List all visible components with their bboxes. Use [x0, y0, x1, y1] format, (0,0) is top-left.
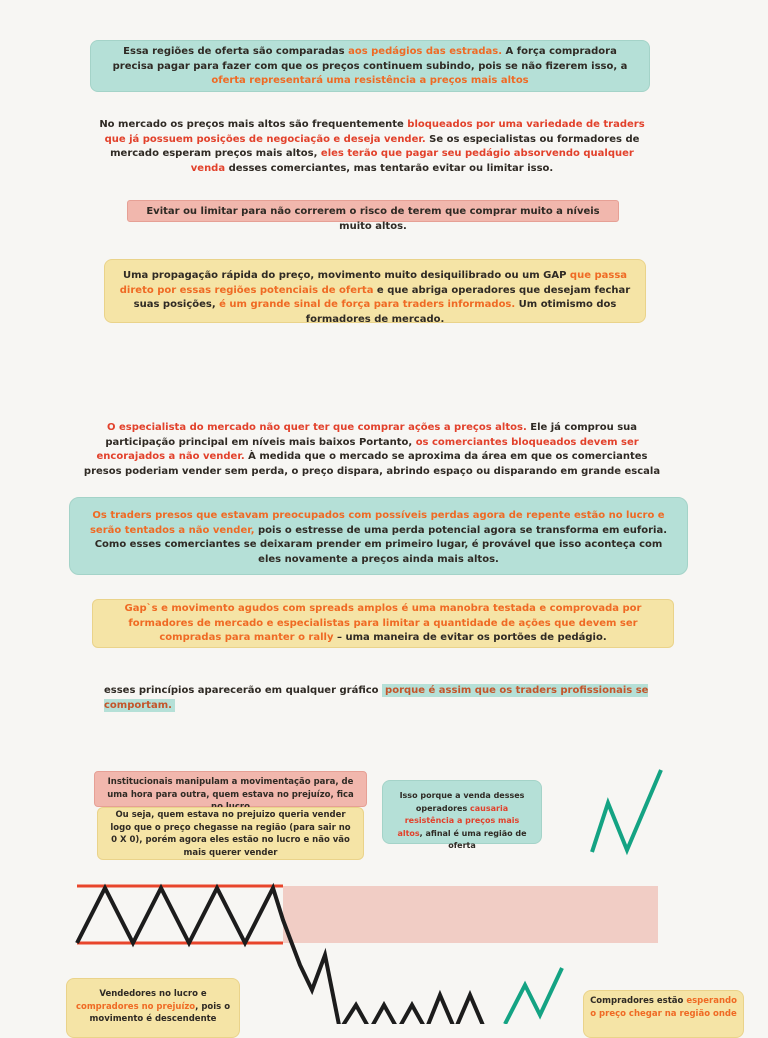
- text: , pois o movimento é descendente: [89, 1001, 231, 1024]
- highlight: Os traders presos que estavam preocupados com possíveis perdas agora de repente estão no lucro e serão tentados a não vender,: [89, 510, 665, 536]
- text: Compradores estão: [590, 996, 687, 1006]
- text: Um otimismo dos formadores de mercado.: [305, 299, 617, 325]
- highlight: causaria resistência a preços mais altos: [397, 803, 520, 838]
- highlight: compradores no prejuízo: [75, 1001, 196, 1012]
- text: Institucionais manipulam a movimentação para, de uma hora para outra, quem estava no prejuízo, fica: [107, 777, 354, 800]
- text: À medida que o mercado se aproxima da área em que os comerciantes presos poderiam vender sem perda, o preço dispara, abrindo espaço ou disparando em grande escala: [83, 451, 661, 477]
- highlight: porque é assim que os traders profissionais se comportam.: [104, 685, 649, 711]
- text: esses princípios aparecerão em qualquer gráfico: [104, 685, 383, 696]
- uptrend-arrow-top: [592, 770, 661, 852]
- highlight: esperando o preço chegar na região onde: [590, 996, 737, 1019]
- note-sellers-profit: [66, 978, 240, 1038]
- text: Vendedores no lucro e: [99, 989, 207, 999]
- text: e que abriga operadores que desejam fechar suas posições,: [133, 284, 631, 310]
- highlight: os comerciantes bloqueados devem ser encorajados a não vender.: [96, 436, 639, 462]
- highlight: bloqueados por uma variedade de traders que já possuem posições de negociação e deseja vender.: [104, 119, 645, 145]
- text: A força compradora precisa pagar para fazer com que os preços continuem subindo, pois se não fizerem isso, a: [112, 46, 628, 72]
- text: desses comerciantes, mas tentarão evitar ou limitar isso.: [225, 162, 554, 174]
- highlight: Gap`s e movimento agudos com spreads amplos é uma manobra testada e comprovada por formadores de mercado e especialistas para limitar a quantidade de ações que devem ser compradas para manter o rally: [124, 603, 642, 643]
- note-loss-sellers: [97, 807, 364, 860]
- text: Essa regiões de oferta são comparadas: [123, 46, 349, 57]
- uptrend-arrow-bottom: [505, 968, 562, 1024]
- text: Evitar ou limitar para não correrem o risco de terem que comprar muito a níveis muito altos.: [146, 206, 600, 232]
- highlight: que passa direto por essas regiões potenciais de oferta: [119, 270, 628, 296]
- note-resistance: [382, 780, 542, 850]
- highlight: é um grande sinal de força para traders informados.: [219, 299, 516, 310]
- text: Ou seja, quem estava no prejuizo queria vender logo que o preço chegasse na região (para sair no 0 X 0), porém agora eles estão no lucro e não vão mais querer vender: [110, 810, 351, 858]
- text: Ele já comprou sua participação principal em níveis mais baixos Portanto,: [105, 422, 638, 448]
- text: pois o estresse de uma perda potencial agora se transforma em euforia. Como esses comerciantes se deixaram prender em primeiro lugar, é provável que isso aconteça com eles novamente a preços ainda mais altos.: [94, 524, 667, 565]
- text: – uma maneira de evitar os portões de pedágio.: [333, 632, 607, 643]
- text: Isso porque a venda desses operadores: [399, 791, 525, 813]
- highlight: O especialista do mercado não quer ter que comprar ações a preços altos.: [106, 422, 527, 433]
- text: Uma propagação rápida do preço, movimento muito desiquilibrado ou um GAP: [122, 270, 570, 281]
- highlight: oferta representará uma resistência a preços mais altos: [211, 75, 529, 86]
- text: Se os especialistas ou formadores de mercado esperam preços mais altos,: [110, 133, 640, 159]
- highlight: aos pedágios das estradas.: [348, 46, 503, 57]
- supply-zone: [283, 886, 658, 943]
- text: , afinal é uma região de oferta: [419, 828, 527, 850]
- note-buyers-waiting: [583, 990, 744, 1038]
- highlight: eles terão que pagar seu pedágio absorvendo qualquer venda: [190, 148, 634, 174]
- text: No mercado os preços mais altos são frequentemente: [99, 119, 408, 130]
- note-institutional: [94, 771, 367, 807]
